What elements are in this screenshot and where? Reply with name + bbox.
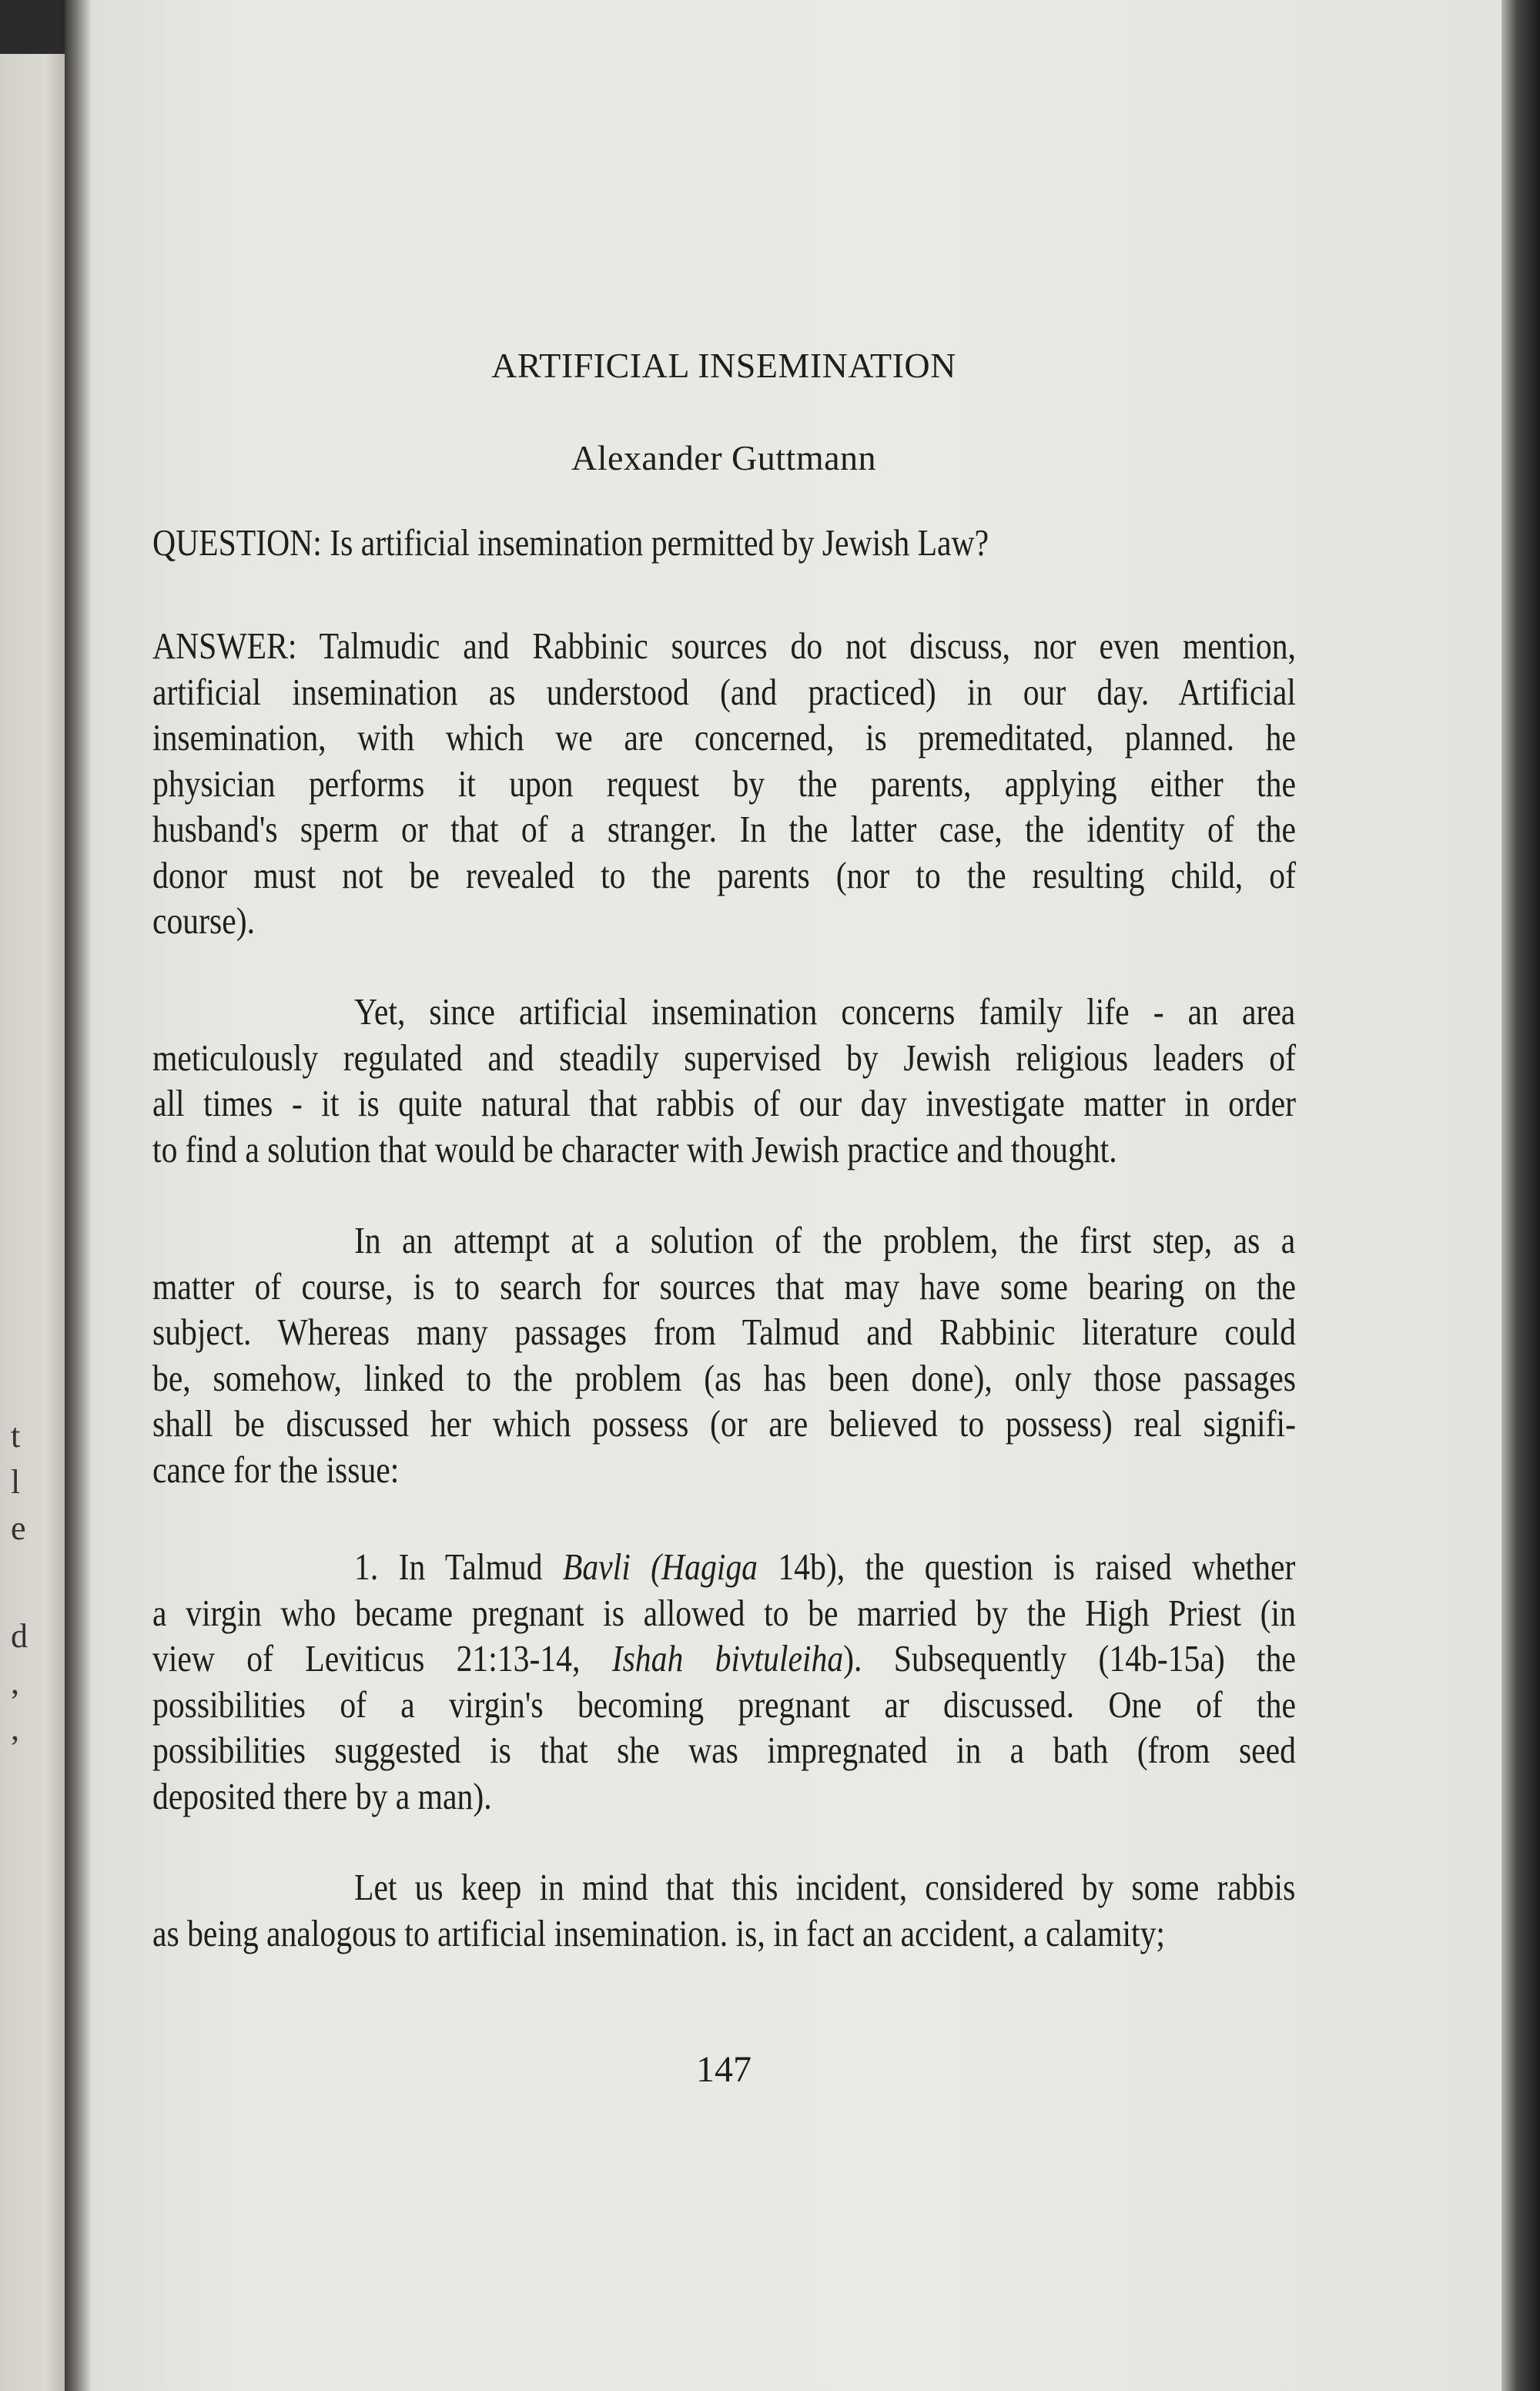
text-line bbox=[152, 624, 1296, 668]
article-author: Alexander Guttmann bbox=[571, 438, 877, 477]
text-segment: ANSWER: Talmudic and Rabbinic sources do not discuss, nor even mention, bbox=[152, 625, 1296, 667]
text-line bbox=[152, 1636, 1296, 1681]
text-segment: In an attempt at a solution of the problem, the first step, as a bbox=[354, 1219, 1296, 1261]
text-segment: artificial insemination as understood (and practiced) in our day. Artificial bbox=[152, 670, 1296, 713]
text-segment: a virgin who became pregnant is allowed to be married by the High Priest (in bbox=[152, 1591, 1296, 1634]
previous-page-fragment: l bbox=[11, 1463, 21, 1501]
text-line bbox=[354, 1865, 1295, 1910]
text-segment: 14b), the question is raised whether bbox=[757, 1545, 1296, 1588]
text-line bbox=[152, 1591, 1296, 1636]
page-number: 147 bbox=[696, 2049, 752, 2090]
text-line bbox=[152, 715, 1296, 760]
text-line bbox=[152, 899, 1296, 943]
page-edge-right bbox=[1502, 0, 1540, 2391]
text-line bbox=[152, 1036, 1296, 1080]
text-segment: deposited there by a man). bbox=[152, 1774, 492, 1817]
text-segment: ). Subsequently (14b-15a) the bbox=[843, 1637, 1296, 1679]
text-segment: Let us keep in mind that this incident, considered by some rabbis bbox=[354, 1866, 1296, 1908]
text-line bbox=[354, 1545, 1295, 1589]
text-segment: shall be discussed her which possess (or are believed to possess) real signifi- bbox=[152, 1402, 1296, 1445]
text-segment: subject. Whereas many passages from Talmud and Rabbinic literature could bbox=[152, 1311, 1296, 1353]
text-line bbox=[354, 1218, 1295, 1263]
italic-text: Ishah bivtuleiha bbox=[611, 1637, 844, 1679]
article-title: ARTIFICIAL INSEMINATION bbox=[491, 346, 956, 385]
text-line bbox=[152, 1310, 1296, 1355]
text-segment: possibilities of a virgin's becoming pregnant ar discussed. One of the bbox=[152, 1683, 1296, 1726]
text-segment: cance for the issue: bbox=[152, 1448, 400, 1491]
text-segment: 1. In Talmud bbox=[354, 1545, 563, 1588]
text-segment: to find a solution that would be character with Jewish practice and thought. bbox=[152, 1127, 1117, 1170]
text-line bbox=[152, 521, 1296, 565]
scan-border bbox=[0, 0, 65, 54]
text-line bbox=[152, 670, 1296, 715]
text-line bbox=[152, 1081, 1296, 1126]
text-line bbox=[152, 1728, 1296, 1773]
text-segment: donor must not be revealed to the parents (nor to the resulting child, of bbox=[152, 853, 1296, 896]
previous-page-fragment: e bbox=[11, 1509, 26, 1547]
text-line bbox=[152, 807, 1296, 852]
text-segment: husband's sperm or that of a stranger. In the latter case, the identity of the bbox=[152, 808, 1296, 850]
previous-page-fragment: d bbox=[11, 1617, 28, 1655]
text-line bbox=[152, 1448, 1296, 1492]
previous-page-fragment: , bbox=[11, 1663, 19, 1701]
text-line bbox=[152, 1264, 1296, 1309]
text-line bbox=[152, 1683, 1296, 1727]
text-line bbox=[354, 990, 1295, 1034]
text-line bbox=[152, 1356, 1296, 1401]
text-segment: physician performs it upon request by the parents, applying either the bbox=[152, 762, 1296, 805]
text-segment: as being analogous to artificial insemination. is, in fact an accident, a calamity; bbox=[152, 1911, 1166, 1954]
text-line bbox=[152, 1127, 1296, 1172]
previous-page-fragment: t bbox=[11, 1417, 21, 1455]
previous-page-fragment: , bbox=[11, 1710, 19, 1747]
text-line bbox=[152, 762, 1296, 806]
text-segment: QUESTION: Is artificial insemination permitted by Jewish Law? bbox=[152, 521, 989, 564]
text-segment: insemination, with which we are concerned, is premeditated, planned. he bbox=[152, 716, 1296, 758]
text-segment: matter of course, is to search for sources that may have some bearing on the bbox=[152, 1264, 1296, 1308]
text-line bbox=[152, 1401, 1296, 1446]
text-line bbox=[152, 1774, 1296, 1819]
text-segment: all times - it is quite natural that rabbis of our day investigate matter in order bbox=[152, 1082, 1296, 1124]
italic-text: Bavli (Hagiga bbox=[562, 1545, 758, 1588]
text-segment: course). bbox=[152, 899, 255, 942]
text-segment: view of Leviticus 21:13-14, bbox=[152, 1637, 612, 1679]
text-segment: possibilities suggested is that she was impregnated in a bath (from seed bbox=[152, 1729, 1296, 1771]
text-segment: Yet, since artificial insemination concerns family life - an area bbox=[354, 990, 1296, 1033]
text-segment: meticulously regulated and steadily supervised by Jewish religious leaders of bbox=[152, 1036, 1296, 1079]
text-line bbox=[152, 853, 1296, 898]
text-segment: be, somehow, linked to the problem (as has been done), only those passages bbox=[152, 1356, 1296, 1399]
text-line bbox=[152, 1911, 1296, 1956]
